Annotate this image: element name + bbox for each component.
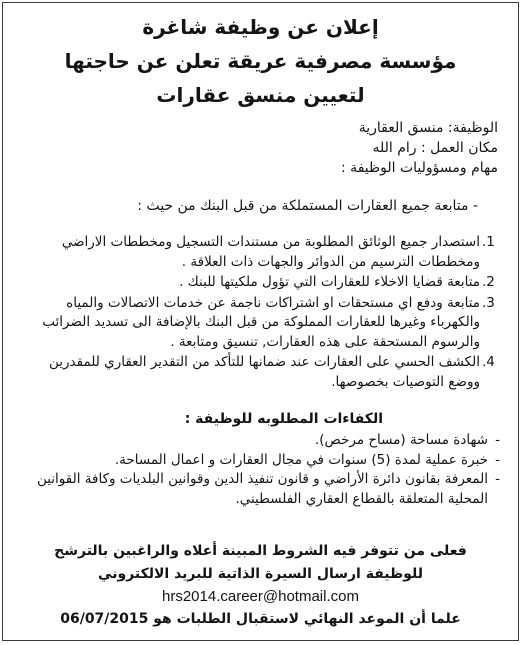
skill-text: شهادة مساحة (مساح مرخص). [314,432,488,448]
skill-item [15,431,500,451]
task-text: متابعة قضايا الاخلاء للعقارات التي تؤول ملكيتها للبنك . [179,274,480,290]
task-text: متابعة ودفع اي مستحقات او اشتراكات ناجمة عن خدمات الاتصالات والمياه والكهرباء وغيرها للعقارات المملوكة من قبل البنك بالإضافة الى تسديد الضرائب والرسوم المستحقة على هذه العقارات, تنسيق ومتابعة . [42,294,480,350]
skills-list [15,431,500,509]
task-text: الكشف الحسي على العقارات عند ضمانها للتأكد من التقدير العقاري للمقدرين ووضع التوصيات بخصوصها. [49,354,480,390]
ad-position-heading: لتعيين منسق عقارات [156,83,365,107]
closing-line-2: للوظيفة ارسال السيرة الذاتية للبريد الالكتروني [98,566,423,582]
task-number: 2. [482,274,495,290]
task-text: استصدار جميع الوثائق المطلوبة من مستندات التسجيل ومخططات الاراضي ومخططات الترسيم من الدوائر والجهات ذات العلاقة . [61,234,480,270]
skill-dash: - [495,471,500,487]
task-item [15,273,500,293]
job-duties-label: مهام ومسؤوليات الوظيفة : [341,160,498,176]
contact-email: hrs2014.career@hotmail.com [162,588,359,605]
tasks-list [15,233,500,393]
task-number: 4. [482,354,495,370]
task-item [15,353,500,392]
task-item [15,233,500,272]
skill-dash: - [495,432,500,448]
job-title-line: الوظيفة: منسق العقارية [358,120,498,136]
job-ad-frame [2,2,519,641]
ad-heading: إعلان عن وظيفة شاغرة [142,15,379,39]
task-number: 1. [482,234,495,250]
skill-dash: - [495,451,500,468]
skills-title: الكفاءات المطلوبه للوظيفة : [184,411,383,427]
skill-item [15,451,500,471]
deadline-line: علما أن الموعد النهائي لاستقبال الطلبات هو 06/07/2015 [60,611,461,627]
skill-item [15,470,500,509]
task-number: 3. [482,294,495,311]
job-location-line: مكان العمل : رام الله [372,140,498,156]
ad-subheading: مؤسسة مصرفية عريقة تعلن عن حاجتها [64,49,457,73]
skill-text: المعرفة بقانون دائرة الأراضي و قانون تنفيذ الدين وقوانين البلديات وكافة القوانين المحلية المتعلقة بالقطاع العقاري الفلسطيني. [36,471,488,507]
skill-text: خبرة عملية لمدة (5) سنوات في مجال العقارات و اعمال المساحة. [114,451,488,468]
closing-line-1: فعلى من تتوفر فيه الشروط المبينة أعلاه والراغبين بالترشح [54,543,467,559]
tasks-intro: - متابعة جميع العقارات المستملكة من قبل البنك من حيث : [137,198,478,214]
task-item [15,294,500,353]
